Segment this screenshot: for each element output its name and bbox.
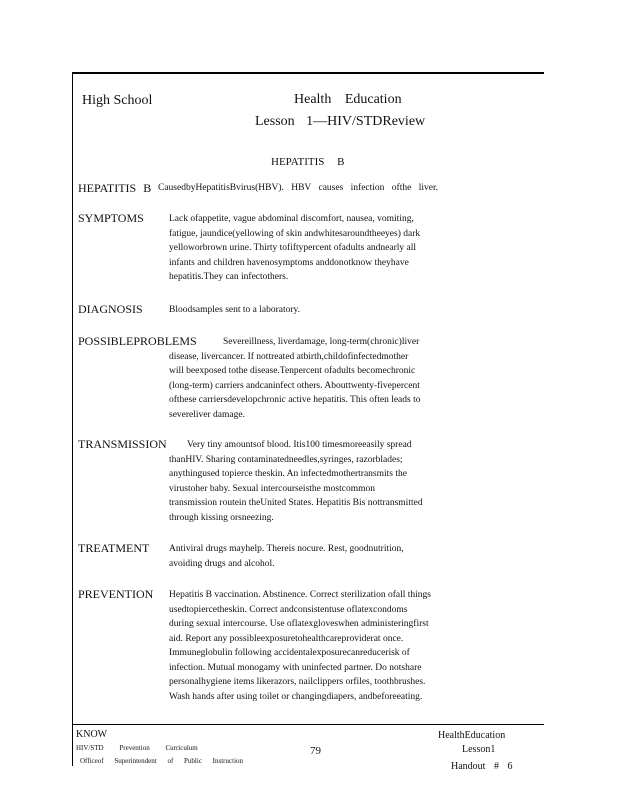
problems-text xyxy=(169,335,529,422)
symptoms-line: yelloworbrown urine. Thirty tofiftypercent ofadults andnearly all xyxy=(169,243,417,253)
transmission-line: transmission routein theUnited States. Hepatitis Bis nottransmitted xyxy=(169,498,423,508)
footer-handout: Handout # 6 xyxy=(451,761,513,772)
prevention-line: usedtopiercetheskin. Correct andconsistentuse oflatexcondoms xyxy=(169,604,408,615)
prevention-line: Immuneglobulin following accidentalexposurecanreducerisk of xyxy=(169,648,410,658)
problems-line: will beexposed tothe disease.Tenpercent ofadults becomechronic xyxy=(169,366,416,376)
transmission-label: TRANSMISSION xyxy=(78,437,167,451)
transmission-line: through kissing orsneezing. xyxy=(169,512,274,523)
problems-line: severeliver damage. xyxy=(169,409,245,420)
lesson-title: Lesson 1—HIV/STDReview xyxy=(255,114,426,129)
diagnosis-label: DIAGNOSIS xyxy=(78,302,143,316)
left-rule xyxy=(72,72,73,766)
footer-lesson: Lesson1 xyxy=(462,744,496,755)
prevention-text xyxy=(169,588,529,704)
symptoms-label: SYMPTOMS xyxy=(78,211,144,225)
symptoms-line: Lack ofappetite, vague abdominal discomfort, nausea, vomiting, xyxy=(169,214,414,224)
prevention-line: personalhygiene items likerazors, nailclippers orfiles, toothbrushes. xyxy=(169,677,426,687)
treatment-line: Antiviral drugs mayhelp. Thereis nocure. Rest, goodnutrition, xyxy=(169,544,404,554)
footer-office: Officeof Superintendent of Public Instruction xyxy=(80,757,244,765)
treatment-label: TREATMENT xyxy=(78,541,150,555)
prevention-line: aid. Report any possibleexposuretohealthcareproviderat once. xyxy=(169,633,404,644)
transmission-line: virustoher baby. Sexual intercourseisthe mostcommon xyxy=(169,483,375,494)
symptoms-line: fatigue, jaundice(yellowing of skin andwhitesaroundtheeyes) dark xyxy=(169,228,421,239)
transmission-line: anythingused topierce theskin. An infectedmothertransmits the xyxy=(169,469,407,479)
school-label: High School xyxy=(82,93,153,108)
diagnosis-line: Bloodsamples sent to a laboratory. xyxy=(169,305,301,315)
problems-label: POSSIBLEPROBLEMS xyxy=(78,334,197,348)
transmission-text xyxy=(169,438,529,525)
intro-text: CausedbyHepatitisBvirus(HBV). HBV causes infection ofthe liver. xyxy=(158,183,438,193)
symptoms-text xyxy=(169,212,529,285)
problems-line: disease, livercancer. If nottreated atbirth,childofinfectedmother xyxy=(169,351,409,362)
symptoms-line: infants and children havenosymptoms anddonotknow theyhave xyxy=(169,257,409,268)
prevention-line: Hepatitis B vaccination. Abstinence. Correct sterilization ofall things xyxy=(169,590,431,600)
prevention-line: infection. Mutual monogamy with uninfected partner. Do notshare xyxy=(169,662,422,673)
topic-title: HEPATITIS B xyxy=(271,156,345,168)
intro-label: HEPATITIS B xyxy=(78,181,152,195)
problems-line: (long-term) carriers andcaninfect others. Abouttwenty-fivepercent xyxy=(169,380,420,391)
transmission-line: thanHIV. Sharing contaminatedneedles,syringes, razorblades; xyxy=(169,454,403,465)
footer-rule xyxy=(72,724,544,725)
diagnosis-text xyxy=(169,303,529,318)
footer-know: KNOW xyxy=(76,729,108,740)
footer-health-education: HealthEducation xyxy=(438,730,506,741)
treatment-line: avoiding drugs and alcohol. xyxy=(169,558,275,569)
prevention-label: PREVENTION xyxy=(78,587,154,601)
treatment-text xyxy=(169,542,529,571)
subject-title: Health Education xyxy=(294,92,402,107)
transmission-line: Very tiny amountsof blood. Itis100 timesmoreeasily spread xyxy=(187,440,412,450)
symptoms-line: hepatitis.They can infectothers. xyxy=(169,272,289,282)
prevention-line: Wash hands after using toilet or changingdiapers, andbeforeeating. xyxy=(169,691,423,702)
prevention-line: during sexual intercourse. Use oflatexgloveswhen administeringfirst xyxy=(169,619,429,629)
problems-line: Severeillness, liverdamage, long-term(chronic)liver xyxy=(223,337,420,347)
top-rule xyxy=(72,72,544,74)
page-number: 79 xyxy=(310,745,321,757)
problems-line: ofthese carriersdevelopchronic active hepatitis. This often leads to xyxy=(169,395,421,405)
footer-curriculum: HIV/STD Prevention Curriculum xyxy=(76,744,198,752)
